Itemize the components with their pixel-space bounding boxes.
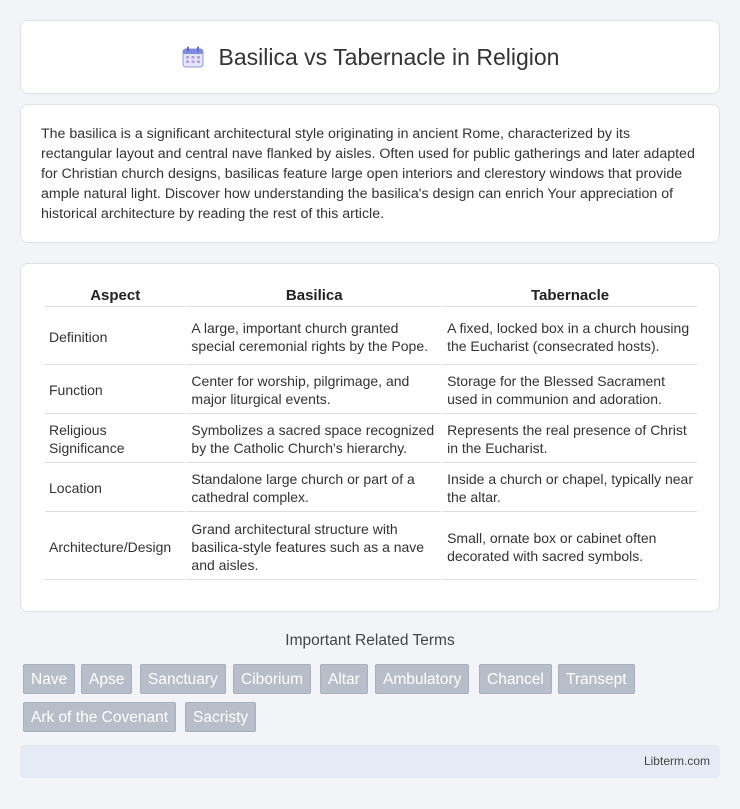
calendar-icon: [181, 45, 205, 69]
table-row: [45, 465, 697, 512]
row-basilica: A large, important church granted special ceremonial rights by the Pope.: [187, 309, 441, 365]
table-row: [45, 367, 697, 414]
tag-nave[interactable]: Nave: [23, 664, 75, 694]
tag-sacristy[interactable]: Sacristy: [185, 702, 256, 732]
header-aspect: Aspect: [45, 284, 185, 307]
tag-apse[interactable]: Apse: [81, 664, 132, 694]
row-basilica: Standalone large church or part of a cathedral complex.: [187, 465, 441, 512]
tag-ambulatory[interactable]: Ambulatory: [375, 664, 469, 694]
related-terms-title: Important Related Terms: [285, 632, 455, 649]
tag-transept[interactable]: Transept: [558, 664, 635, 694]
tag-ciborium[interactable]: Ciborium: [233, 664, 311, 694]
header-tabernacle: Tabernacle: [443, 284, 697, 307]
comparison-table-card: [20, 263, 720, 612]
row-aspect: Architecture/Design: [45, 514, 185, 580]
header-basilica: Basilica: [187, 284, 441, 307]
row-aspect: Religious Significance: [45, 416, 185, 463]
comparison-table: [43, 282, 699, 582]
tag-chancel[interactable]: Chancel: [479, 664, 552, 694]
row-basilica: Center for worship, pilgrimage, and major liturgical events.: [187, 367, 441, 414]
title-card: [20, 20, 720, 94]
table-row: [45, 416, 697, 463]
row-tabernacle: Inside a church or chapel, typically near the altar.: [443, 465, 697, 512]
table-row: [45, 309, 697, 365]
row-tabernacle: A fixed, locked box in a church housing the Eucharist (consecrated hosts).: [443, 309, 697, 365]
intro-paragraph: The basilica is a significant architectural style originating in ancient Rome, characterized by its rectangular layout and central nave flanked by aisles. Often used for public gatherings and later adapted for Christian church designs, basilicas feature large open interiors and clerestory windows that provide ample natural light. Discover how understanding the basilica's design can enrich Your appreciation of historical architecture by reading the rest of this article.: [41, 126, 695, 222]
intro-card: [20, 104, 720, 243]
row-aspect: Location: [45, 465, 185, 512]
row-basilica: Symbolizes a sacred space recognized by the Catholic Church's hierarchy.: [187, 416, 441, 463]
table-row: [45, 514, 697, 580]
row-aspect: Function: [45, 367, 185, 414]
footer: [20, 745, 720, 778]
tag-ark-of-the-covenant[interactable]: Ark of the Covenant: [23, 702, 176, 732]
row-aspect: Definition: [45, 309, 185, 365]
footer-link[interactable]: Libterm.com: [643, 754, 710, 768]
row-tabernacle: Small, ornate box or cabinet often decorated with sacred symbols.: [443, 514, 697, 580]
page-title: Basilica vs Tabernacle in Religion: [218, 43, 560, 70]
row-basilica: Grand architectural structure with basilica-style features such as a nave and aisles.: [187, 514, 441, 580]
row-tabernacle: Represents the real presence of Christ in the Eucharist.: [443, 416, 697, 463]
table-header-row: [45, 284, 697, 307]
tag-altar[interactable]: Altar: [320, 664, 368, 694]
row-tabernacle: Storage for the Blessed Sacrament used in communion and adoration.: [443, 367, 697, 414]
tag-sanctuary[interactable]: Sanctuary: [140, 664, 226, 694]
